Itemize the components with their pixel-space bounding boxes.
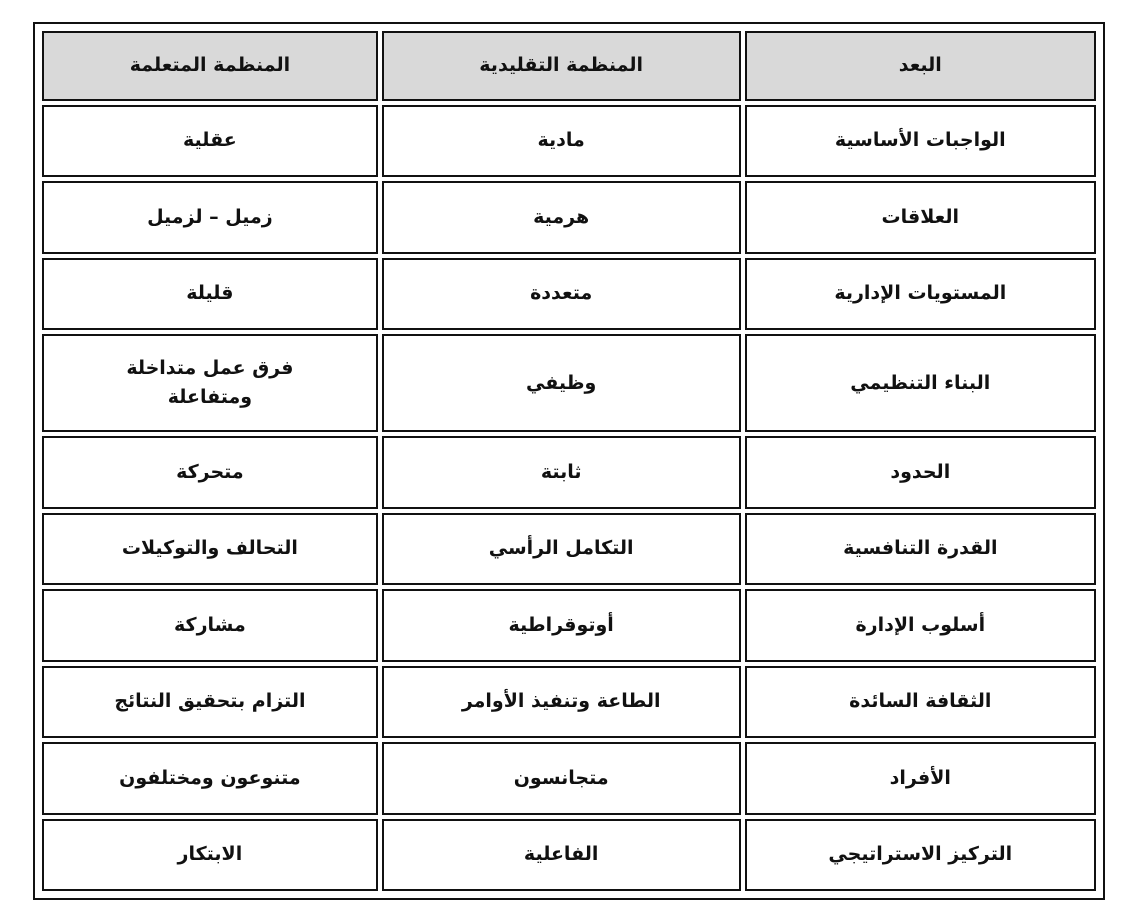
table-row [42, 436, 1096, 508]
header-dimension: البعد [745, 31, 1096, 101]
cell-traditional: هرمية [382, 181, 741, 253]
comparison-table [38, 27, 1100, 895]
cell-dimension: العلاقات [745, 181, 1096, 253]
table-row [42, 334, 1096, 432]
table-header-row [42, 31, 1096, 101]
cell-traditional: الفاعلية [382, 819, 741, 891]
cell-dimension: القدرة التنافسية [745, 513, 1096, 585]
cell-dimension: الأفراد [745, 742, 1096, 814]
cell-dimension: أسلوب الإدارة [745, 589, 1096, 661]
cell-learning: مشاركة [42, 589, 378, 661]
table-row [42, 589, 1096, 661]
cell-dimension: التركيز الاستراتيجي [745, 819, 1096, 891]
cell-dimension: الثقافة السائدة [745, 666, 1096, 738]
cell-traditional: متعددة [382, 258, 741, 330]
header-traditional-organization: المنظمة التقليدية [382, 31, 741, 101]
cell-learning: متحركة [42, 436, 378, 508]
comparison-table-frame [33, 22, 1105, 900]
table-row [42, 513, 1096, 585]
cell-traditional: ثابتة [382, 436, 741, 508]
cell-learning: زميل – لزميل [42, 181, 378, 253]
table-row [42, 181, 1096, 253]
cell-learning: عقلية [42, 105, 378, 177]
cell-dimension: البناء التنظيمي [745, 334, 1096, 432]
cell-traditional: التكامل الرأسي [382, 513, 741, 585]
cell-traditional: وظيفي [382, 334, 741, 432]
table-row [42, 258, 1096, 330]
cell-dimension: الواجبات الأساسية [745, 105, 1096, 177]
table-row [42, 742, 1096, 814]
cell-traditional: مادية [382, 105, 741, 177]
table-row [42, 819, 1096, 891]
cell-learning: التحالف والتوكيلات [42, 513, 378, 585]
cell-dimension: الحدود [745, 436, 1096, 508]
cell-learning: فرق عمل متداخلة ومتفاعلة [42, 334, 378, 432]
cell-learning: التزام بتحقيق النتائج [42, 666, 378, 738]
cell-traditional: الطاعة وتنفيذ الأوامر [382, 666, 741, 738]
cell-traditional: أوتوقراطية [382, 589, 741, 661]
header-learning-organization: المنظمة المتعلمة [42, 31, 378, 101]
table-row [42, 105, 1096, 177]
table-row [42, 666, 1096, 738]
cell-dimension: المستويات الإدارية [745, 258, 1096, 330]
cell-learning: متنوعون ومختلفون [42, 742, 378, 814]
cell-learning: الابتكار [42, 819, 378, 891]
cell-learning: قليلة [42, 258, 378, 330]
cell-traditional: متجانسون [382, 742, 741, 814]
